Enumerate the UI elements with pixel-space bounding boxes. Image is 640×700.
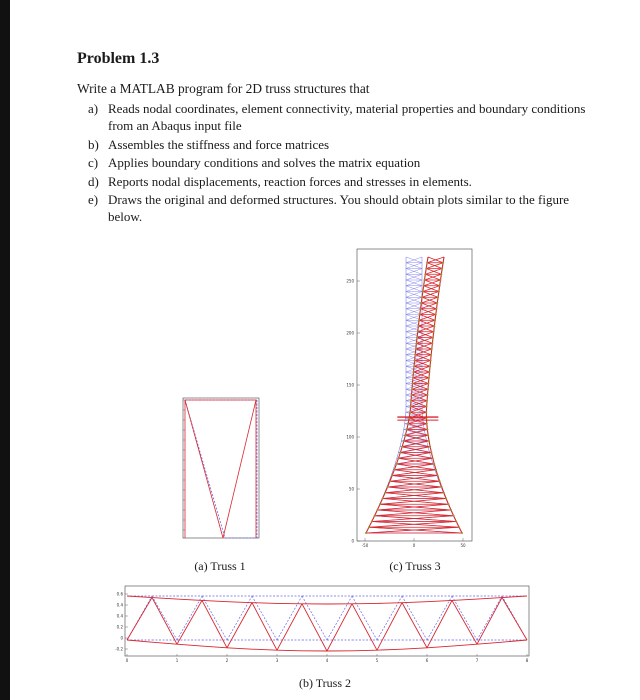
task-label: d)	[88, 173, 99, 189]
truss3-node	[430, 354, 432, 356]
truss3-node	[455, 521, 457, 523]
truss2-def-diag	[427, 600, 452, 647]
truss3-node	[411, 383, 413, 385]
truss3-node	[416, 337, 418, 339]
truss3-node	[434, 319, 436, 321]
problem-intro: Write a MATLAB program for 2D truss structures that	[77, 81, 370, 96]
truss2-def-bottom	[277, 650, 302, 651]
task-text: Reads nodal coordinates, element connectivity, material properties and boundary conditions from an Abaqus input file	[108, 101, 586, 133]
truss3-caption: (c) Truss 3	[389, 559, 441, 573]
truss2-def-top	[177, 599, 202, 600]
truss3-node	[427, 434, 429, 436]
truss3-node	[379, 503, 381, 505]
truss3-orig-diag	[405, 418, 423, 424]
truss2-def-bottom	[377, 649, 402, 650]
truss2-orig-diag	[152, 596, 177, 640]
truss3-node	[414, 354, 416, 356]
truss2-x-tick-label: 6	[425, 658, 429, 663]
truss3-node	[426, 429, 428, 431]
truss3-node	[436, 308, 438, 310]
truss3-node	[417, 331, 419, 333]
truss2-x-tick-label: 7	[475, 658, 479, 663]
task-text: Applies boundary conditions and solves the matrix equation	[108, 155, 421, 170]
truss3-node	[425, 268, 427, 270]
truss3-node	[424, 273, 426, 275]
truss2-x-tick-label: 5	[375, 658, 379, 663]
truss2-def-diag	[352, 604, 377, 650]
truss3-node	[438, 291, 440, 293]
truss3-node	[435, 469, 437, 471]
truss2-def-diag	[127, 598, 152, 640]
truss2-orig-diag	[302, 596, 327, 640]
truss3-node	[433, 463, 435, 465]
truss3-node	[435, 314, 437, 316]
truss2-axes-box	[125, 586, 529, 656]
truss1-plot	[175, 390, 265, 550]
truss3-node	[415, 342, 417, 344]
truss2-def-diag	[152, 598, 177, 645]
truss3-node	[420, 308, 422, 310]
truss3-node	[430, 452, 432, 454]
truss3-node	[442, 262, 444, 264]
truss3-y-tick-label: 0	[351, 538, 354, 544]
truss2-x-tick-label: 0	[125, 658, 129, 663]
truss3-node	[433, 325, 435, 327]
truss3-node	[412, 377, 414, 379]
truss3-node	[365, 532, 367, 534]
truss3-node	[427, 394, 429, 396]
truss1-axes-box	[183, 398, 259, 538]
truss1-caption: (a) Truss 1	[194, 559, 246, 573]
task-item	[88, 154, 588, 171]
page-edge-bar	[0, 0, 10, 700]
truss3-node	[409, 411, 411, 413]
truss3-node	[420, 302, 422, 304]
truss2-def-bottom	[427, 646, 452, 648]
truss3-y-tick-label: 100	[346, 434, 354, 440]
truss3-y-tick-label: 150	[346, 382, 354, 388]
truss3-node	[410, 406, 412, 408]
task-item	[88, 173, 588, 190]
truss3-node	[441, 486, 443, 488]
task-text: Assembles the stiffness and force matrices	[108, 136, 330, 152]
truss3-node	[426, 262, 428, 264]
truss2-def-diag	[252, 603, 277, 651]
truss3-node	[417, 325, 419, 327]
truss2-def-bottom	[477, 642, 502, 644]
truss2-def-top	[477, 598, 502, 600]
truss2-orig-diag	[352, 596, 377, 640]
truss3-node	[374, 515, 376, 517]
truss1-def-diag-a	[185, 400, 223, 538]
truss2-y-tick-label: 0.4	[116, 602, 123, 608]
truss3-node	[404, 434, 406, 436]
truss2-def-diag	[202, 600, 227, 647]
truss3-node	[371, 521, 373, 523]
truss3-node	[410, 400, 412, 402]
truss2-orig-diag	[202, 596, 227, 640]
truss3-node	[419, 314, 421, 316]
truss3-node	[411, 394, 413, 396]
truss2-def-diag	[327, 604, 352, 651]
truss3-node	[428, 371, 430, 373]
task-item	[88, 136, 588, 153]
truss2-y-tick-label: 0.6	[116, 591, 123, 597]
task-item	[88, 191, 588, 225]
truss2-def-diag	[227, 603, 252, 648]
truss3-x-tick-label: 0	[412, 543, 416, 548]
truss3-node	[423, 279, 425, 281]
truss3-node	[427, 383, 429, 385]
truss3-node	[425, 411, 427, 413]
truss3-node	[426, 423, 428, 425]
truss2-def-diag	[502, 598, 527, 640]
truss3-node	[426, 406, 428, 408]
truss2-graphics	[115, 586, 529, 663]
truss2-y-tick-label: 0.2	[116, 624, 123, 630]
truss2-def-bottom	[177, 644, 202, 646]
truss3-orig-left	[400, 441, 401, 447]
truss3-node	[397, 457, 399, 459]
truss3-node	[440, 273, 442, 275]
truss3-node	[422, 291, 424, 293]
truss2-x-tick-label: 3	[275, 658, 279, 663]
truss3-orig-left	[404, 424, 405, 430]
truss2-def-diag	[477, 598, 502, 645]
truss2-def-diag	[402, 603, 427, 648]
truss3-node	[447, 503, 449, 505]
truss2-x-tick-label: 4	[325, 658, 329, 663]
truss2-x-tick-label: 8	[525, 658, 529, 663]
truss3-node	[413, 365, 415, 367]
truss3-node	[428, 440, 430, 442]
truss3-node	[432, 457, 434, 459]
truss2-orig-diag	[452, 596, 477, 640]
truss3-node	[439, 480, 441, 482]
truss3-node	[437, 475, 439, 477]
truss3-node	[393, 469, 395, 471]
truss3-node	[403, 440, 405, 442]
task-label: a)	[88, 101, 99, 116]
truss2-y-tick-label: 0.4	[116, 613, 123, 619]
task-text: Draws the original and deformed structures. You should obtain plots similar to the figure below.	[108, 192, 570, 224]
truss2-def-bottom	[227, 648, 252, 649]
truss3-node	[387, 486, 389, 488]
truss3-node	[427, 388, 429, 390]
truss3-node	[433, 331, 435, 333]
task-label: b)	[88, 136, 99, 152]
truss3-node	[399, 452, 401, 454]
truss3-node	[458, 526, 460, 528]
truss3-graphics	[346, 249, 472, 548]
truss2-y-tick-label: 0	[120, 635, 123, 641]
truss3-node	[439, 279, 441, 281]
truss2-x-tick-label: 1	[175, 658, 179, 663]
truss3-node	[429, 365, 431, 367]
task-text: Reports nodal displacements, reaction forces and stresses in elements.	[108, 173, 472, 189]
truss1-def-diag-b	[223, 400, 256, 538]
truss3-node	[406, 429, 408, 431]
truss2-def-diag	[377, 603, 402, 651]
truss2-def-top	[152, 598, 177, 600]
truss2-def-top	[402, 602, 427, 603]
truss3-node	[439, 285, 441, 287]
truss3-node	[411, 388, 413, 390]
truss2-def-bottom	[352, 650, 377, 651]
truss2-def-diag	[177, 600, 202, 644]
truss2-orig-diag	[327, 596, 352, 640]
truss3-node	[428, 377, 430, 379]
truss2-def-top	[227, 602, 252, 603]
truss3-plot	[335, 245, 480, 555]
problem-title: Problem 1.3	[77, 50, 160, 67]
truss3-node	[461, 532, 463, 534]
truss3-x-tick-label: -50	[361, 543, 369, 548]
task-item	[88, 100, 588, 134]
truss3-node	[443, 492, 445, 494]
truss3-y-tick-label: 250	[346, 278, 354, 284]
truss3-node	[391, 475, 393, 477]
truss3-node	[421, 296, 423, 298]
truss3-y-tick-label: 50	[348, 486, 354, 492]
truss3-node	[368, 526, 370, 528]
truss2-def-top	[202, 600, 227, 601]
truss3-node	[436, 302, 438, 304]
truss2-def-bottom	[452, 644, 477, 646]
truss3-orig-left	[403, 430, 404, 436]
truss3-node	[414, 360, 416, 362]
truss2-orig-diag	[477, 596, 502, 640]
truss2-x-tick-label: 2	[225, 658, 229, 663]
truss3-y-tick-label: 200	[346, 330, 354, 336]
truss2-orig-diag	[177, 596, 202, 640]
truss3-node	[441, 268, 443, 270]
truss2-orig-diag	[427, 596, 452, 640]
truss3-orig-left	[401, 435, 402, 441]
truss3-node	[445, 498, 447, 500]
truss3-node	[431, 348, 433, 350]
truss3-node	[423, 285, 425, 287]
truss2-plot	[110, 580, 535, 670]
truss3-node	[407, 423, 409, 425]
truss3-x-tick-label: 50	[460, 543, 466, 548]
truss3-orig-left	[405, 418, 406, 424]
truss3-node	[412, 371, 414, 373]
task-list	[88, 100, 588, 227]
truss2-def-diag	[452, 600, 477, 644]
truss3-node	[426, 400, 428, 402]
truss3-node	[432, 337, 434, 339]
truss1-frame	[183, 398, 259, 538]
truss3-node	[450, 509, 452, 511]
truss2-def-bottom	[152, 642, 177, 644]
truss3-node	[437, 296, 439, 298]
truss2-caption: (b) Truss 2	[298, 676, 352, 690]
truss3-node	[401, 446, 403, 448]
truss2-def-top	[452, 599, 477, 600]
truss3-orig-left	[398, 447, 400, 453]
truss3-node	[429, 446, 431, 448]
truss3-node	[376, 509, 378, 511]
truss2-def-diag	[277, 604, 302, 650]
task-label: e)	[88, 192, 99, 207]
truss2-y-tick-label: -0.2	[115, 646, 123, 652]
truss3-node	[453, 515, 455, 517]
truss3-node	[415, 348, 417, 350]
task-label: c)	[88, 155, 99, 170]
truss2-def-bottom	[202, 646, 227, 648]
truss2-def-diag	[302, 604, 327, 651]
truss3-node	[431, 342, 433, 344]
truss2-def-bottom	[402, 648, 427, 649]
truss3-node	[430, 360, 432, 362]
truss2-def-top	[427, 600, 452, 601]
truss2-def-bottom	[252, 649, 277, 650]
truss3-node	[384, 492, 386, 494]
truss2-orig-diag	[277, 596, 302, 640]
truss3-node	[382, 498, 384, 500]
truss3-node	[389, 480, 391, 482]
truss3-node	[418, 319, 420, 321]
truss3-node	[395, 463, 397, 465]
